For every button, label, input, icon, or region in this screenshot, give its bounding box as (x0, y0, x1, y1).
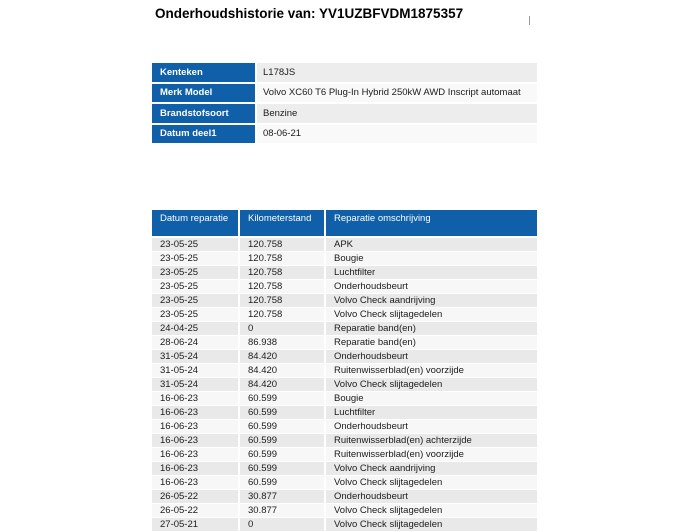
repair-description-cell: Bougie (326, 252, 537, 266)
vehicle-info-row (152, 63, 537, 84)
repair-date-cell: 28-06-24 (152, 336, 240, 350)
repair-description-cell: Bougie (326, 392, 537, 406)
repair-description-cell: Ruitenwisserblad(en) voorzijde (326, 448, 537, 462)
odometer-cell: 120.758 (240, 252, 326, 266)
odometer-cell: 0 (240, 518, 326, 532)
repair-date-cell: 31-05-24 (152, 378, 240, 392)
odometer-column-header: Kilometerstand (240, 210, 326, 238)
odometer-cell: 120.758 (240, 266, 326, 280)
repair-description-cell: Volvo Check slijtagedelen (326, 518, 537, 532)
repair-history-row (152, 252, 537, 266)
repair-description-cell: Luchtfilter (326, 266, 537, 280)
repair-description-cell: Onderhoudsbeurt (326, 420, 537, 434)
repair-history-row (152, 336, 537, 350)
repair-description-cell: Onderhoudsbeurt (326, 490, 537, 504)
repair-date-cell: 31-05-24 (152, 364, 240, 378)
repair-description-cell: Reparatie band(en) (326, 322, 537, 336)
repair-date-cell: 16-06-23 (152, 434, 240, 448)
repair-description-cell: Luchtfilter (326, 406, 537, 420)
repair-history-row (152, 490, 537, 504)
repair-date-cell: 27-05-21 (152, 518, 240, 532)
repair-description-cell: Volvo Check slijtagedelen (326, 476, 537, 490)
repair-description-cell: Volvo Check aandrijving (326, 294, 537, 308)
odometer-cell: 0 (240, 322, 326, 336)
repair-date-cell: 16-06-23 (152, 448, 240, 462)
repair-date-cell: 23-05-25 (152, 280, 240, 294)
repair-description-cell: Ruitenwisserblad(en) achterzijde (326, 434, 537, 448)
vehicle-info-value: L178JS (257, 63, 537, 84)
odometer-cell: 60.599 (240, 476, 326, 490)
repair-history-row (152, 420, 537, 434)
repair-date-cell: 16-06-23 (152, 420, 240, 434)
repair-history-table (152, 210, 537, 532)
repair-history-row (152, 266, 537, 280)
repair-description-cell: Volvo Check slijtagedelen (326, 308, 537, 322)
repair-history-row (152, 434, 537, 448)
repair-history-row (152, 462, 537, 476)
odometer-cell: 84.420 (240, 364, 326, 378)
repair-description-cell: Ruitenwisserblad(en) voorzijde (326, 364, 537, 378)
repair-history-row (152, 504, 537, 518)
repair-date-cell: 16-06-23 (152, 406, 240, 420)
vehicle-info-value: Benzine (257, 104, 537, 125)
odometer-cell: 60.599 (240, 448, 326, 462)
repair-description-cell: Volvo Check slijtagedelen (326, 504, 537, 518)
repair-history-row (152, 406, 537, 420)
repair-history-row (152, 238, 537, 252)
repair-date-cell: 26-05-22 (152, 490, 240, 504)
repair-description-column-header: Reparatie omschrijving (326, 210, 537, 238)
repair-description-cell: APK (326, 238, 537, 252)
odometer-cell: 86.938 (240, 336, 326, 350)
vehicle-info-label: Kenteken (152, 63, 257, 84)
odometer-cell: 60.599 (240, 434, 326, 448)
repair-history-row (152, 308, 537, 322)
odometer-cell: 30.877 (240, 490, 326, 504)
repair-history-row (152, 392, 537, 406)
odometer-cell: 120.758 (240, 280, 326, 294)
repair-history-row (152, 476, 537, 490)
repair-history-row (152, 518, 537, 532)
repair-history-row (152, 350, 537, 364)
odometer-cell: 60.599 (240, 462, 326, 476)
repair-date-cell: 23-05-25 (152, 266, 240, 280)
odometer-cell: 60.599 (240, 392, 326, 406)
vehicle-info-row (152, 104, 537, 125)
repair-description-cell: Onderhoudsbeurt (326, 350, 537, 364)
odometer-cell: 30.877 (240, 504, 326, 518)
odometer-cell: 120.758 (240, 294, 326, 308)
vehicle-info-label: Datum deel1 (152, 125, 257, 146)
repair-date-cell: 23-05-25 (152, 252, 240, 266)
vehicle-info-label: Brandstofsoort (152, 104, 257, 125)
repair-date-cell: 24-04-25 (152, 322, 240, 336)
repair-description-cell: Volvo Check aandrijving (326, 462, 537, 476)
page-title: Onderhoudshistorie van: YV1UZBFVDM1875357 (155, 6, 464, 21)
vehicle-info-row (152, 84, 537, 105)
repair-date-cell: 16-06-23 (152, 476, 240, 490)
repair-history-row (152, 280, 537, 294)
odometer-cell: 84.420 (240, 378, 326, 392)
text-cursor-artifact (529, 16, 530, 25)
repair-history-row (152, 448, 537, 462)
repair-date-cell: 23-05-25 (152, 238, 240, 252)
repair-history-header-row (152, 210, 537, 238)
odometer-cell: 120.758 (240, 238, 326, 252)
vehicle-info-row (152, 125, 537, 146)
vehicle-info-label: Merk Model (152, 84, 257, 105)
odometer-cell: 60.599 (240, 406, 326, 420)
repair-history-row (152, 322, 537, 336)
repair-history-row (152, 294, 537, 308)
repair-date-cell: 16-06-23 (152, 462, 240, 476)
odometer-cell: 84.420 (240, 350, 326, 364)
repair-date-column-header: Datum reparatie (152, 210, 240, 238)
repair-date-cell: 31-05-24 (152, 350, 240, 364)
odometer-cell: 120.758 (240, 308, 326, 322)
repair-history-row (152, 378, 537, 392)
repair-date-cell: 23-05-25 (152, 308, 240, 322)
vehicle-info-value: 08-06-21 (257, 125, 537, 146)
repair-date-cell: 16-06-23 (152, 392, 240, 406)
vehicle-info-table (152, 63, 537, 145)
repair-description-cell: Volvo Check slijtagedelen (326, 378, 537, 392)
repair-description-cell: Reparatie band(en) (326, 336, 537, 350)
vehicle-info-value: Volvo XC60 T6 Plug-In Hybrid 250kW AWD Inscript automaat (257, 84, 537, 105)
repair-history-row (152, 364, 537, 378)
odometer-cell: 60.599 (240, 420, 326, 434)
repair-date-cell: 26-05-22 (152, 504, 240, 518)
repair-description-cell: Onderhoudsbeurt (326, 280, 537, 294)
repair-date-cell: 23-05-25 (152, 294, 240, 308)
